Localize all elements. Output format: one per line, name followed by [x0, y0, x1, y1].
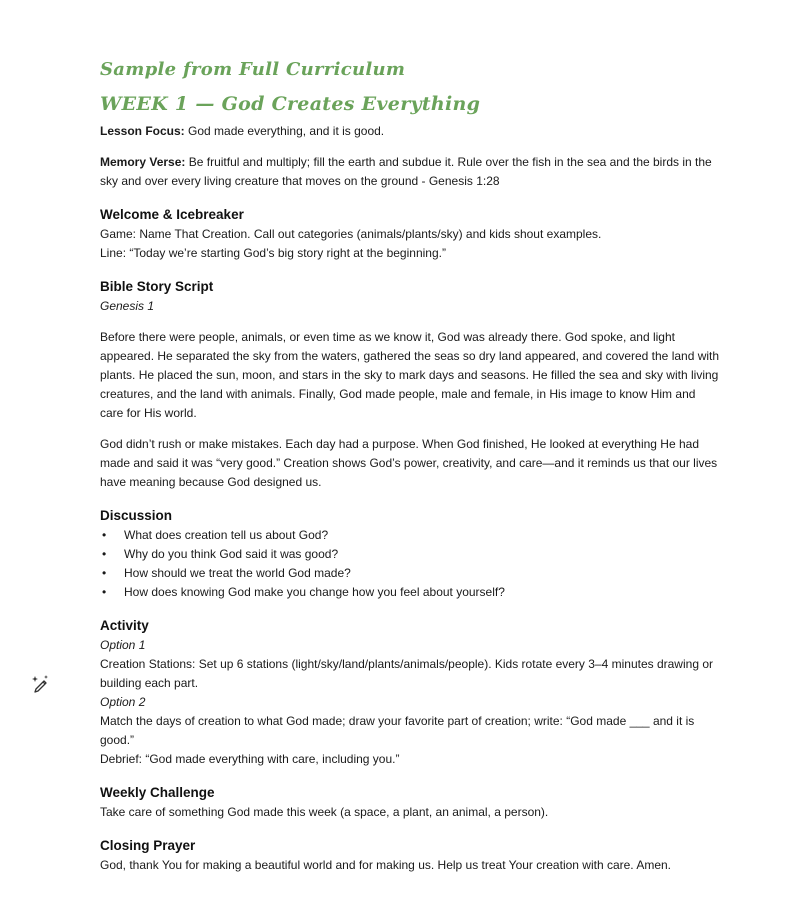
discussion-section: [100, 506, 720, 602]
weekly-challenge-heading: Weekly Challenge: [100, 785, 215, 800]
lesson-focus: [100, 122, 720, 141]
welcome-heading: Welcome & Icebreaker: [100, 207, 244, 222]
option-1-label: Option 1: [100, 638, 146, 652]
document-subtitle: Sample from Full Curriculum: [100, 59, 406, 80]
bible-story-reference: Genesis 1: [100, 299, 155, 313]
welcome-game: Game: Name That Creation. Call out categories (animals/plants/sky) and kids shout examples.: [100, 227, 602, 241]
list-item: [100, 526, 720, 545]
bullet-marker: •: [102, 528, 107, 542]
bullet-marker: •: [102, 566, 107, 580]
activity-section: [100, 616, 720, 769]
list-item: [100, 564, 720, 583]
weekly-challenge-section: [100, 783, 720, 822]
welcome-line: Line: “Today we’re starting God’s big story right at the beginning.”: [100, 246, 446, 260]
bible-story-heading: Bible Story Script: [100, 279, 214, 294]
lesson-focus-text: God made everything, and it is good.: [184, 124, 385, 138]
discussion-heading: Discussion: [100, 508, 173, 523]
option-1-body: Creation Stations: Set up 6 stations (light/sky/land/plants/animals/people). Kids rotate every 3–4 minutes drawing or building each part.: [100, 657, 713, 690]
discussion-question: How should we treat the world God made?: [124, 566, 351, 580]
bullet-marker: •: [102, 585, 107, 599]
welcome-section: [100, 205, 720, 263]
closing-prayer-heading: Closing Prayer: [100, 838, 196, 853]
document-page: [100, 56, 720, 875]
discussion-list: [100, 526, 720, 602]
discussion-question: Why do you think God said it was good?: [124, 547, 339, 561]
bullet-marker: •: [102, 547, 107, 561]
discussion-question: How does knowing God make you change how you feel about yourself?: [124, 585, 505, 599]
lesson-focus-label: Lesson Focus:: [100, 124, 185, 138]
memory-verse-text: Be fruitful and multiply; fill the earth and subdue it. Rule over the fish in the sea and the birds in the sky and over every living creature that moves on the ground - Genesis 1:28: [100, 155, 712, 188]
option-2-label: Option 2: [100, 695, 146, 709]
weekly-challenge-text: Take care of something God made this week (a space, a plant, an animal, a person).: [100, 805, 549, 819]
memory-verse: [100, 153, 720, 191]
closing-prayer-section: [100, 836, 720, 875]
list-item: [100, 545, 720, 564]
memory-verse-label: Memory Verse:: [100, 155, 186, 169]
debrief-text: Debrief: “God made everything with care, including you.”: [100, 752, 400, 766]
closing-prayer-text: God, thank You for making a beautiful world and for making us. Help us treat Your creation with care. Amen.: [100, 858, 671, 872]
week-title: WEEK 1 — God Creates Everything: [100, 93, 481, 115]
list-item: [100, 583, 720, 602]
bible-story-paragraph-2: God didn’t rush or make mistakes. Each day had a purpose. When God finished, He looked at everything He had made and said it was “very good.” Creation shows God’s power, creativity, and care—and it reminds us that our lives have meaning because God designed us.: [100, 437, 718, 489]
option-2-text: Match the days of creation to what God made; draw your favorite part of creation; write: “God made ___ and it is good.”: [100, 714, 695, 747]
edit-sparkle-icon[interactable]: [30, 672, 52, 694]
bible-story-paragraph-1: Before there were people, animals, or even time as we know it, God was already there. God spoke, and light appeared. He separated the sky from the waters, gathered the seas so dry land appeared, and covered the land with plants. He placed the sun, moon, and stars in the sky to mark days and seasons. He filled the sea and sky with living creatures, and the land with animals. Finally, God made people, male and female, in His image to know Him and care for His world.: [100, 330, 720, 420]
activity-heading: Activity: [100, 618, 149, 633]
option-1-text[interactable]: [100, 655, 720, 693]
discussion-question: What does creation tell us about God?: [124, 528, 329, 542]
bible-story-section: [100, 277, 720, 492]
